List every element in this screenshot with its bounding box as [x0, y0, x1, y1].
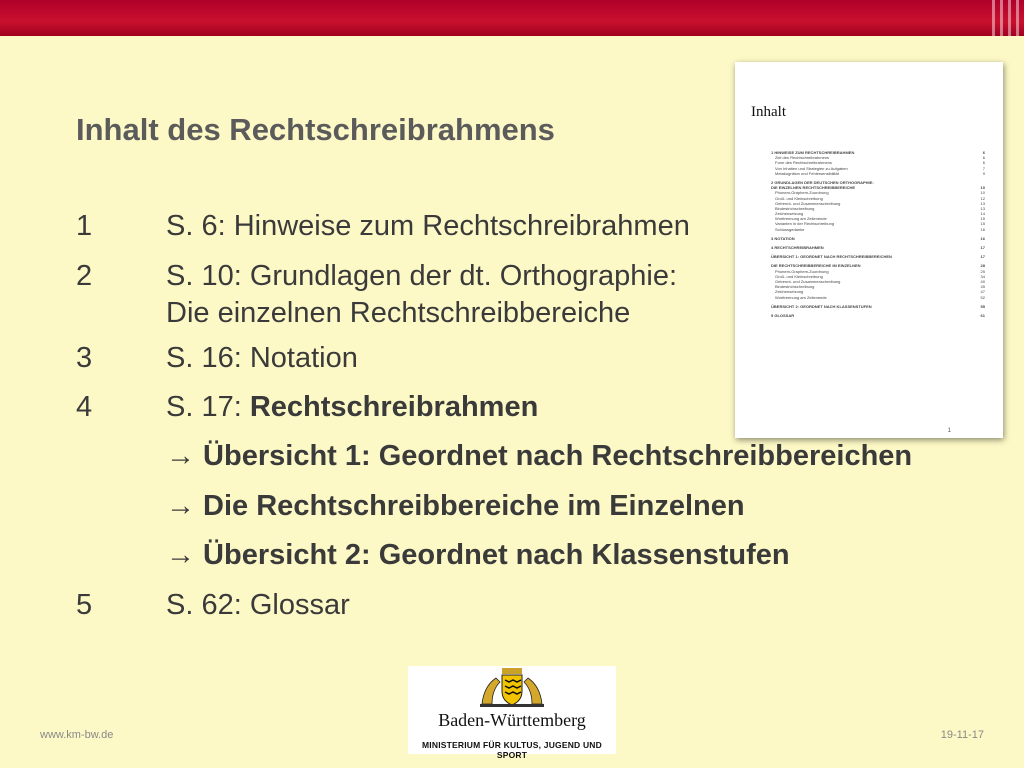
toc-entry: [771, 313, 985, 318]
thumbnail-toc: [771, 150, 985, 318]
toc-entry-page: 13: [980, 200, 985, 206]
toc-entry-label: DIE EINZELNEN RECHTSCHREIBBEREICHE: [771, 185, 856, 191]
toc-entry-page: 61: [980, 312, 985, 318]
toc-entry-page: 6: [982, 150, 985, 155]
ministry-logo: [408, 666, 616, 760]
toc-entry-label: Varianten in der Rechtschreibung: [775, 221, 835, 227]
item-number: 1: [76, 210, 93, 242]
slide-title: Inhalt des Rechtschreibrahmens: [76, 112, 555, 147]
item-number: 5: [76, 589, 93, 621]
toc-entry-label: Worttrennung am Zeilenende: [775, 294, 827, 300]
toc-entry-page: 55: [980, 303, 985, 309]
toc-entry-label: Ziel des Rechtschreibrahmens: [775, 155, 830, 161]
toc-entry-label: Getrennt- und Zusammenschreibung: [775, 278, 841, 284]
toc-entry-label: Groß- und Kleinschreibung: [775, 195, 823, 201]
toc-entry-page: 16: [980, 226, 985, 232]
item-number: 3: [76, 342, 93, 374]
logo-ministry-name: MINISTERIUM FÜR KULTUS, JUGEND UND SPORT: [422, 740, 602, 760]
toc-entry-label: Bindestrichschreibung: [775, 284, 815, 290]
sub-item-text: → Übersicht 2: Geordnet nach Klassenstufen: [166, 539, 790, 571]
thumbnail-page-number: 1: [947, 428, 951, 434]
toc-entry-page: 6: [982, 155, 985, 161]
toc-entry-label: Schlussgedanke: [775, 226, 805, 232]
toc-entry-page: 45: [980, 284, 985, 290]
toc-entry-page: 9: [982, 170, 985, 176]
toc-entry-label: Von Inhalten und Strategien zu Aufgaben: [775, 165, 848, 171]
toc-entry-label: Phonem-Graphem-Zuordnung: [775, 268, 829, 274]
sub-item-text: → Übersicht 1: Geordnet nach Rechtschreibbereichen: [166, 440, 913, 472]
toc-entry-page: 52: [980, 294, 985, 300]
item-bold-text: Rechtschreibrahmen: [249, 391, 539, 423]
toc-entry-page: 10: [980, 185, 985, 191]
item-text: S. 16: Notation: [166, 342, 358, 374]
toc-entry-page: 6: [982, 160, 985, 166]
sub-item-text: → Die Rechtschreibbereiche im Einzelnen: [166, 490, 745, 522]
toc-entry-label: 3 NOTATION: [771, 235, 795, 241]
toc-entry-page: 14: [980, 211, 985, 217]
decorative-stripe: [1008, 0, 1011, 36]
toc-entry-page: 17: [980, 254, 985, 260]
thumbnail-title: Inhalt: [751, 104, 786, 120]
toc-entry-label: DIE RECHTSCHREIBBEREICHE IM EINZELNEN: [771, 263, 861, 269]
toc-entry-page: 10: [980, 190, 985, 196]
toc-entry-label: Phonem-Graphem-Zuordnung: [775, 190, 829, 196]
footer-url: www.km-bw.de: [40, 729, 114, 741]
toc-entry-label: 1 HINWEISE ZUM RECHTSCHREIBRAHMEN: [771, 150, 855, 155]
toc-entry-page: 13: [980, 205, 985, 211]
toc-entry-page: 15: [980, 221, 985, 227]
toc-entry-page: 25: [980, 268, 985, 274]
toc-entry-label: Groß- und Kleinschreibung: [775, 273, 823, 279]
item-prefix: S. 17:: [166, 391, 250, 423]
document-thumbnail: [735, 62, 1003, 438]
toc-entry-label: Getrennt- und Zusammenschreibung: [775, 200, 841, 206]
item-number: 2: [76, 260, 93, 292]
toc-entry-page: 34: [980, 273, 985, 279]
logo-state-name: Baden-Württemberg: [438, 710, 586, 730]
toc-entry-label: Zeichensetzung: [775, 289, 804, 295]
toc-entry-page: 40: [980, 278, 985, 284]
top-bar: [0, 0, 1024, 36]
coat-of-arms-icon: [472, 668, 552, 708]
toc-entry-label: ÜBERSICHT 2: GEORDNET NACH KLASSENSTUFEN: [771, 303, 872, 309]
footer-date: 19-11-17: [940, 729, 984, 741]
toc-entry-page: 47: [980, 289, 985, 295]
toc-entry-page: 15: [980, 216, 985, 222]
decorative-stripe: [1000, 0, 1003, 36]
item-text: [166, 389, 538, 425]
toc-entry-label: 2 GRUNDLAGEN DER DEUTSCHEN ORTHOGRAPHIE:: [771, 179, 874, 185]
item-text: Die einzelnen Rechtschreibbereiche: [166, 297, 631, 329]
toc-entry-page: 16: [980, 235, 985, 241]
decorative-stripe: [992, 0, 995, 36]
toc-entry-page: 12: [980, 195, 985, 201]
item-text: S. 62: Glossar: [166, 589, 350, 621]
toc-entry-label: ÜBERSICHT 1: GEORDNET NACH RECHTSCHREIBBEREICHEN: [771, 254, 892, 260]
toc-entry-page: 28: [980, 263, 985, 269]
toc-entry-label: Worttrennung am Zeilenende: [775, 216, 827, 222]
toc-entry-label: Zeichensetzung: [775, 211, 804, 217]
toc-entry-label: 4 RECHTSCHREIBRAHMEN: [771, 245, 824, 250]
item-number: 4: [76, 391, 93, 423]
item-text: S. 10: Grundlagen der dt. Orthographie:: [166, 260, 678, 292]
decorative-stripe: [1016, 0, 1019, 36]
toc-entry-label: Form des Rechtschreibrahmens: [775, 160, 832, 166]
toc-entry-label: Bindestrichschreibung: [775, 205, 815, 211]
toc-entry-page: 17: [980, 245, 985, 250]
toc-entry-label: Metakognition und Fehlersensibilität: [775, 170, 839, 176]
toc-entry-label: 5 GLOSSAR: [771, 312, 795, 318]
item-text: S. 6: Hinweise zum Rechtschreibrahmen: [166, 210, 690, 242]
toc-entry-page: 7: [982, 165, 985, 171]
